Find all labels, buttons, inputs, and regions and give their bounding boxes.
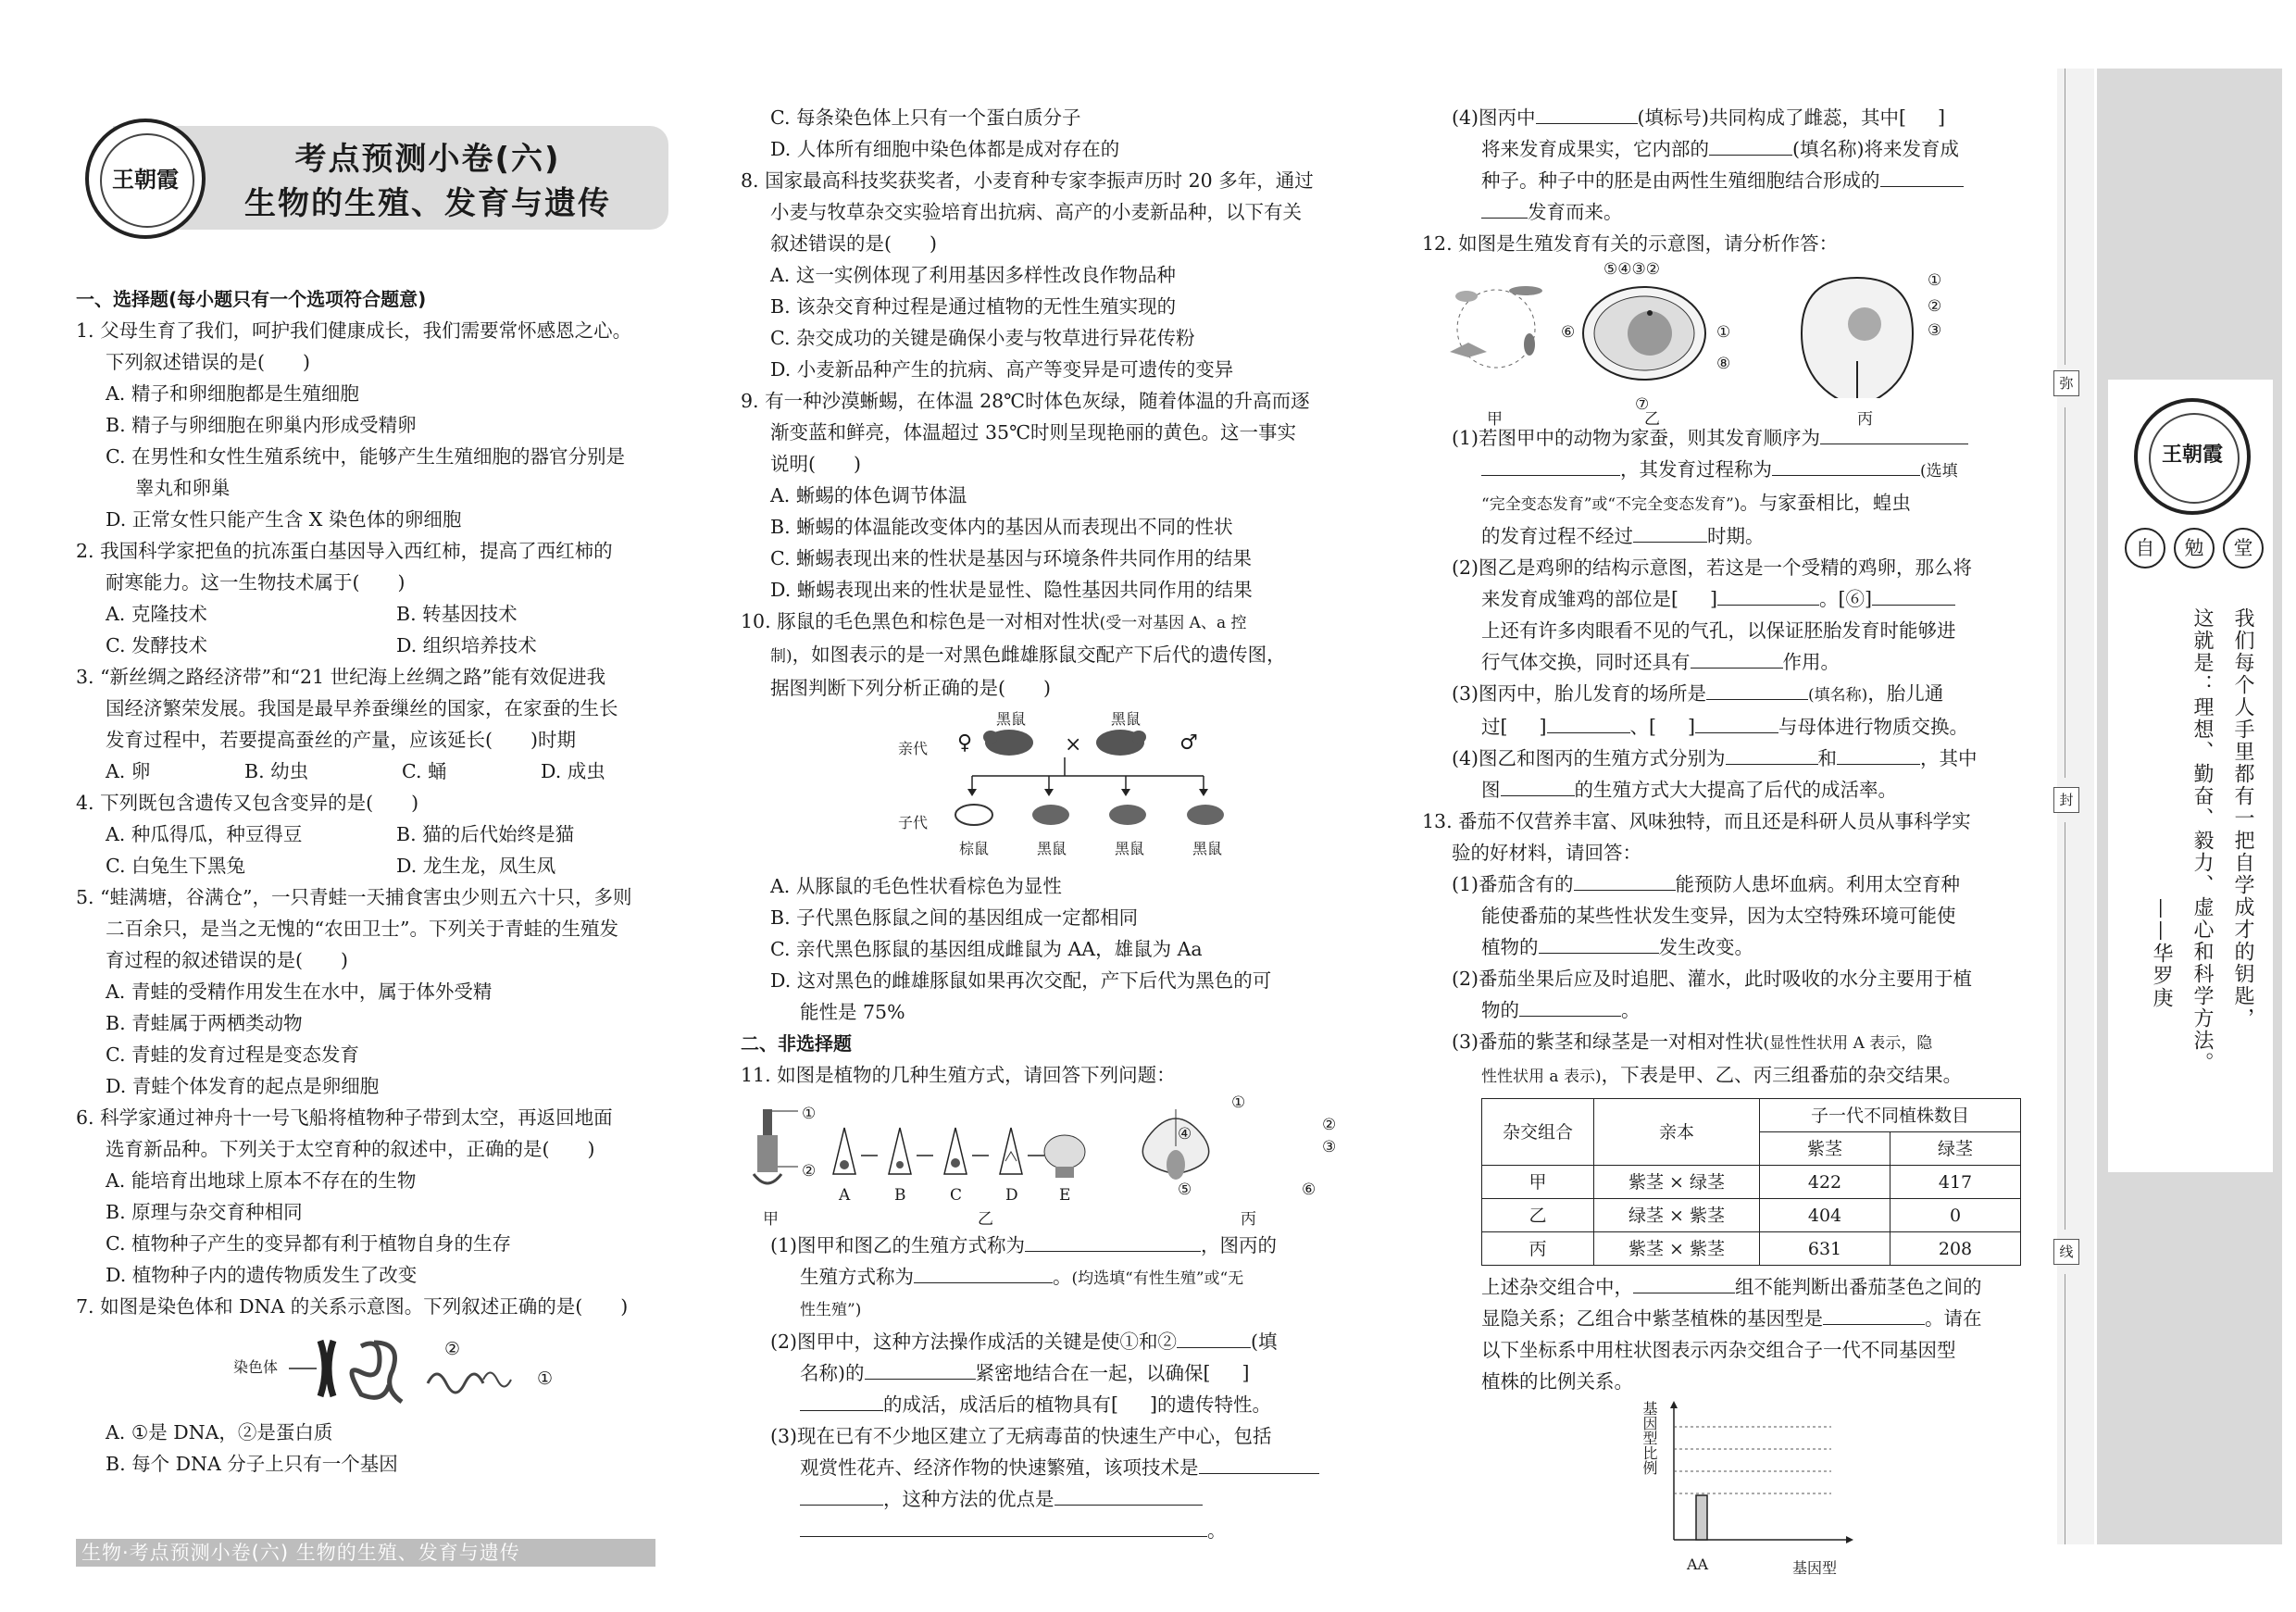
brand-logo-text: 王朝霞 — [112, 166, 179, 193]
x-axis-label: 基因型 — [1792, 1559, 1838, 1577]
answer-blank[interactable] — [1519, 995, 1621, 1017]
figure-label-bing: 丙 — [1857, 410, 1873, 429]
reproduction-development-illustration — [1422, 259, 2052, 398]
answer-blank[interactable] — [1772, 455, 1920, 476]
answer-blank[interactable] — [800, 1390, 883, 1411]
answer-blank[interactable] — [1539, 932, 1659, 954]
answer-blank[interactable] — [1481, 455, 1620, 476]
male-icon: ♂ — [1179, 731, 1198, 755]
answer-blank[interactable] — [1536, 103, 1638, 124]
answer-blank[interactable] — [1691, 647, 1783, 669]
question-8: 8. 国家最高科技奖获奖者，小麦育种专家李振声历时 20 多年，通过 小麦与牧草杂交实验培育出抗病、高产的小麦新品种，以下有关 叙述错误的是( ) A. 这一实例体现了利用基因多样性改良作物品种 B. 该杂交育种过程是通过植物的无性生殖实现的 C. 杂交成功的关键是确保小麦与牧草进行异花传粉 D. 小麦新品种产生的抗病、高产等变异是可遗传的变异 — [741, 169, 1314, 381]
section-heading-2: 二、非选择题 — [741, 1032, 852, 1055]
figure-label-bing: 丙 — [1241, 1210, 1256, 1229]
sidebar-logo-text: 王朝霞 — [2161, 443, 2223, 467]
answer-blank[interactable] — [1199, 1453, 1319, 1474]
sidebar-logo — [2134, 398, 2251, 515]
page-header — [76, 119, 678, 239]
page-footer: 生物·考点预测小卷(六) 生物的生殖、发育与遗传 — [76, 1539, 655, 1567]
marker-2: ② — [444, 1339, 461, 1359]
answer-blank[interactable] — [1695, 712, 1778, 733]
answer-blank[interactable] — [1717, 584, 1819, 606]
question-3: 3. “新丝绸之路经济带”和“21 世纪海上丝绸之路”能有效促进我 国经济繁荣发展。我国是最早养蚕缫丝的国家，在家蚕的生长 发育过程中，若要提高蚕丝的产量，应该延长( )时期 A. 卵 B. 幼虫 C. 蛹 D. 成虫 — [76, 666, 618, 782]
section-heading-1: 一、选择题(每小题只有一个选项符合题意) — [76, 288, 427, 310]
table-row: 甲 紫茎 × 绿茎 422 417 — [1482, 1166, 2021, 1199]
chromosome-label: 染色体 — [233, 1358, 279, 1376]
answer-blank[interactable] — [1709, 134, 1792, 156]
bar-aa — [1696, 1495, 1707, 1540]
question-11: 11. 如图是植物的几种生殖方式，请回答下列问题： ① ② A B C D E ① ② ③ ④ ⑤ ⑥ 甲 乙 丙 (1)图甲和图乙的生殖方式称为 ，图丙的 生殖方式称为 。(均选填“有性生殖”或“无 性生殖”) (2)图甲中，这种方法操作成活的关键是使①和② (填 名称)的 紧密地结合在一起，以确保[ ] 的成活，成活后的植物具有[ ]的遗传特性。 (3)现在已有不少地区建立了无病毒苗的快速生产中心，包括 观赏性花卉、经济作物的快速繁殖，该项技术是 ，这种方法的优点是 。 — [741, 1059, 1370, 1546]
answer-blank[interactable] — [1054, 1484, 1203, 1506]
answer-blank[interactable] — [1633, 521, 1707, 543]
badge-row — [2125, 528, 2264, 569]
cross-icon: × — [1065, 733, 1082, 756]
plant-reproduction-illustration — [741, 1091, 1370, 1211]
motto-card — [2108, 380, 2273, 1172]
answer-blank[interactable] — [1547, 712, 1630, 733]
table-row: 丙 紫茎 × 紫茎 631 208 — [1482, 1232, 2021, 1266]
figure-label-yi: 乙 — [978, 1210, 993, 1229]
answer-blank[interactable] — [1574, 869, 1676, 891]
badge-char: 自 — [2125, 528, 2165, 569]
answer-blank[interactable] — [1823, 1304, 1925, 1325]
offspring-generation-label: 子代 — [898, 814, 929, 831]
answer-blank[interactable] — [1177, 1327, 1251, 1348]
badge-char: 堂 — [2223, 528, 2264, 569]
parent-generation-label: 亲代 — [898, 740, 929, 757]
answer-blank[interactable] — [1872, 584, 1955, 606]
answer-blank[interactable] — [1501, 775, 1575, 796]
motto-line-2: 这就是：理想、勤奋、毅力、虚心和科学方法。 — [2190, 607, 2214, 1074]
cross-results-table: 杂交组合 亲本 子一代不同植株数目 紫茎 绿茎 甲 紫茎 × 绿茎 422 417 乙 绿茎 × 紫茎 404 0 丙 紫茎 × 紫茎 631 208 — [1481, 1098, 2021, 1266]
question-10: 10. 豚鼠的毛色黑色和棕色是一对相对性状(受一对基因 A、a 控 制)，如图表示的是一对黑色雌雄豚鼠交配产下后代的遗传图， 据图判断下列分析正确的是( ) 亲代 子代 黑鼠 黑鼠 ♀ × ♂ 棕鼠 黑鼠 黑鼠 黑鼠 A. 从豚鼠的毛色性状看棕色为显性 B. 子代黑色豚鼠之间的基因组成一定都相同 C. 亲代黑色豚鼠的基因组成雌鼠为 AA，雄鼠为 Aa D. 这对黑色的雌雄豚鼠如果再次交配，产下后代为黑色的可 能性是 75% — [741, 606, 1370, 1028]
motto-author: ——华罗庚 — [2150, 898, 2173, 1009]
question-4: 4. 下列既包含遗传又包含变异的是( ) A. 种瓜得瓜，种豆得豆 B. 猫的后代始终是猫 C. 白兔生下黑兔 D. 龙生龙，凤生凤 — [76, 792, 575, 877]
column-3: (4)图丙中 (填标号)共同构成了雌蕊，其中[ ] 将来发育成果实，它内部的 (填名称)将来发育成 种子。种子中的胚是由两性生殖细胞结合形成的 发育而来。 12. 如图是生殖发育有关的示意图，请分析作答： ⑤④③② ⑥ ① ⑧ ⑦ ① ② ③ 甲 乙 丙 (1)若图甲中的动物为家蚕，则其发育顺序为 ，其发育过程称为 (选填 “完全变态发育”或“不完全变态发育”)。与家蚕相比，蝗虫 的发育过程不经过 时期。 (2)图乙是鸡卵的结构示意图，若这是一个受精的鸡卵，那么将 来发育成雏鸡的部位是[ ] 。[⑥] 上还有许多肉眼看不见的气孔，以保证胚胎发育时能够进 行气体交换，同时还具有 作用。 (3)图丙中，胎儿发育的场所是 (填名称)，胎儿通 过[ ] 、[ ] 与母体进行物质交换。 (4)图乙和图丙的生殖方式分别为 和 ，其中 图 的生殖方式大大提高了后代的成活率。 13. 番茄不仅营养丰富、风味独特，而且还是科研人员从事科学实 验的好材料，请回答： (1)番茄含有的 能预防人患坏血病。利用太空育种 能使番茄的某些性状发生变异，因为太空特殊环境可能使 植物的 发生改变。 (2)番茄坐果后应及时追肥、灌水，此时吸收的水分主要用于植 物的 。 (3)番茄的紫茎和绿茎是一对相对性状(显性性状用 A 表示，隐 性性状用 a 表示)，下表是甲、乙、丙三组番茄的杂交结果。 杂交组合 亲本 子一代不同植株数目 紫茎 绿茎 甲 紫茎 × 绿茎 422 417 乙 绿茎 × 紫茎 404 0 丙 紫茎 × 紫茎 631 208 上述杂交组合中， 组不能判断出番茄茎色之间的 显隐关系；乙组合中紫茎植株的基因型是 。请在 以下坐标系中用柱状图表示丙杂交组合子一代不同基因型 植株的比例关系。 基因型比例 AA 基因型 — [1422, 102, 2052, 1577]
table-row: 乙 绿茎 × 紫茎 404 0 — [1482, 1199, 2021, 1232]
badge-char: 勉 — [2174, 528, 2215, 569]
guinea-pig-inheritance-figure: 亲代 子代 黑鼠 黑鼠 ♀ × ♂ 棕鼠 黑鼠 黑鼠 黑鼠 — [741, 704, 1370, 870]
column-1 — [76, 283, 687, 1480]
cut-mark-mi: 弥 — [2053, 370, 2079, 396]
question-5: 5. “蛙满塘，谷满仓”，一只青蛙一天捕食害虫少则五六十只，多则 二百余只，是当之无愧的“农田卫士”。下列关于青蛙的生殖发 育过程的叙述错误的是( ) A. 青蛙的受精作用发生在水中，属于体外受精 B. 青蛙属于两栖类动物 C. 青蛙的发育过程是变态发育 D. 青蛙个体发育的起点是卵细胞 — [76, 886, 632, 1097]
answer-blank[interactable] — [1706, 679, 1808, 700]
column-2: C. 每条染色体上只有一个蛋白质分子 D. 人体所有细胞中染色体都是成对存在的 8. 国家最高科技奖获奖者，小麦育种专家李振声历时 20 多年，通过 小麦与牧草杂交实验培育出抗病、高产的小麦新品种，以下有关 叙述错误的是( ) A. 这一实例体现了利用基因多样性改良作物品种 B. 该杂交育种过程是通过植物的无性生殖实现的 C. 杂交成功的关键是确保小麦与牧草进行异花传粉 D. 小麦新品种产生的抗病、高产等变异是可遗传的变异 9. 有一种沙漠蜥蜴，在体温 28℃时体色灰绿，随着体温的升高而逐 渐变蓝和鲜亮，体温超过 35℃时则呈现艳丽的黄色。这一事实 说明( ) A. 蜥蜴的体色调节体温 B. 蜥蜴的体温能改变体内的基因从而表现出不同的性状 C. 蜥蜴表现出来的性状是基因与环境条件共同作用的结果 D. 蜥蜴表现出来的性状是显性、隐性基因共同作用的结果 10. 豚鼠的毛色黑色和棕色是一对相对性状(受一对基因 A、a 控 制)，如图表示的是一对黑色雌雄豚鼠交配产下后代的遗传图， 据图判断下列分析正确的是( ) 亲代 子代 黑鼠 黑鼠 ♀ × ♂ 棕鼠 黑鼠 黑鼠 黑鼠 A. 从豚鼠的毛色性状看棕色为显性 B. 子代黑色豚鼠之间的基因组成一定都相同 C. 亲代黑色豚鼠的基因组成雌鼠为 AA，雄鼠为 Aa D. 这对黑色的雌雄豚鼠如果再次交配，产下后代为黑色的可 能性是 75% 二、非选择题 11. 如图是植物的几种生殖方式，请回答下列问题： ① ② A B C D E ① ② ③ ④ ⑤ ⑥ 甲 乙 丙 (1)图甲和图乙的生殖方式称为 ，图丙的 生殖方式称为 。(均选填“有性生殖”或“无 性生殖”) (2)图甲中，这种方法操作成活的关键是使①和② (填 名称)的 紧密地结合在一起，以确保[ ] 的成活，成活后的植物具有[ ]的遗传特性。 (3)现在已有不少地区建立了无病毒苗的快速生产中心，包括 观赏性花卉、经济作物的快速繁殖，该项技术是 ，这种方法的优点是 。 — [741, 102, 1370, 1546]
cut-mark-feng: 封 — [2053, 787, 2079, 813]
guinea-pig-icons — [944, 722, 1370, 861]
answer-blank[interactable] — [1726, 744, 1818, 765]
question-12: 12. 如图是生殖发育有关的示意图，请分析作答： ⑤④③② ⑥ ① ⑧ ⑦ ① ② ③ 甲 乙 丙 (1)若图甲中的动物为家蚕，则其发育顺序为 ，其发育过程称为 (选填 “完全变态发育”或“不完全变态发育”)。与家蚕相比，蝗虫 的发育过程不经过 时期。 (2)图乙是鸡卵的结构示意图，若这是一个受精的鸡卵，那么将 来发育成雏鸡的部位是[ ] 。[⑥] 上还有许多肉眼看不见的气孔，以保证胚胎发育时能够进 行气体交换，同时还具有 作用。 (3)图丙中，胎儿发育的场所是 (填名称)，胎儿通 过[ ] 、[ ] 与母体进行物质交换。 (4)图乙和图丙的生殖方式分别为 和 ，其中 图 的生殖方式大大提高了后代的成活率。 — [1422, 228, 2052, 806]
female-icon: ♀ — [957, 731, 973, 755]
question-13: 13. 番茄不仅营养丰富、风味独特，而且还是科研人员从事科学实 验的好材料，请回答： (1)番茄含有的 能预防人患坏血病。利用太空育种 能使番茄的某些性状发生变异，因为太空特殊环境可能使 植物的 发生改变。 (2)番茄坐果后应及时追肥、灌水，此时吸收的水分主要用于植 物的 。 (3)番茄的紫茎和绿茎是一对相对性状(显性性状用 A 表示，隐 性性状用 a 表示)，下表是甲、乙、丙三组番茄的杂交结果。 杂交组合 亲本 子一代不同植株数目 紫茎 绿茎 甲 紫茎 × 绿茎 422 417 乙 绿茎 × 紫茎 404 0 丙 紫茎 × 紫茎 631 208 上述杂交组合中， 组不能判断出番茄茎色之间的 显隐关系；乙组合中紫茎植株的基因型是 。请在 以下坐标系中用柱状图表示丙杂交组合子一代不同基因型 植株的比例关系。 基因型比例 AA 基因型 — [1422, 806, 2052, 1577]
chromosome-dna-figure — [76, 1328, 687, 1411]
question-6: 6. 科学家通过神舟十一号飞船将植物种子带到太空，再返回地面 选育新品种。下列关于太空育种的叙述中，正确的是( ) A. 能培育出地球上原本不存在的生物 B. 原理与杂交育种相同 C. 植物种子产生的变异都有利于植物自身的生存 D. 植物种子内的遗传物质发生了改变 — [76, 1106, 613, 1286]
bar-label-aa: AA — [1687, 1556, 1709, 1573]
figure-label-yi: 乙 — [1644, 410, 1660, 429]
figure-label-jia: 甲 — [1487, 410, 1503, 429]
page-subtitle: 生物的生殖、发育与遗传 — [244, 185, 611, 222]
cut-mark-xian: 线 — [2053, 1239, 2079, 1265]
chromosome-dna-illustration — [289, 1328, 530, 1411]
answer-blank[interactable] — [865, 1358, 976, 1380]
answer-blank[interactable] — [1633, 1272, 1735, 1293]
question-7: 7. 如图是染色体和 DNA 的关系示意图。下列叙述正确的是( ) 染色体 ② ① A. ①是 DNA，②是蛋白质 B. 每个 DNA 分子上只有一个基因 — [76, 1291, 687, 1480]
answer-blank[interactable] — [1880, 166, 1964, 187]
reproduction-development-figure: ⑤④③② ⑥ ① ⑧ ⑦ ① ② ③ 甲 乙 丙 — [1422, 259, 2052, 422]
motto-sidebar — [2097, 69, 2282, 1544]
marker-1: ① — [537, 1368, 554, 1389]
figure-label-jia: 甲 — [763, 1210, 779, 1229]
motto-line-1: 我们每个人手里都有一把自学成才的钥匙， — [2231, 607, 2254, 1030]
page-title: 考点预测小卷(六) — [294, 141, 561, 178]
answer-blank[interactable] — [1820, 423, 1968, 444]
answer-blank[interactable] — [1025, 1231, 1201, 1252]
answer-blank[interactable] — [800, 1516, 1207, 1537]
empty-coordinate-system — [1665, 1401, 1887, 1558]
answer-blank[interactable] — [800, 1484, 883, 1506]
answer-blank[interactable] — [914, 1262, 1053, 1283]
question-2: 2. 我国科学家把鱼的抗冻蛋白基因导入西红柿，提高了西红柿的 耐寒能力。这一生物技术属于( ) A. 克隆技术 B. 转基因技术 C. 发酵技术 D. 组织培养技术 — [76, 540, 613, 656]
question-9: 9. 有一种沙漠蜥蜴，在体温 28℃时体色灰绿，随着体温的升高而逐 渐变蓝和鲜亮，体温超过 35℃时则呈现艳丽的黄色。这一事实 说明( ) A. 蜥蜴的体色调节体温 B. 蜥蜴的体温能改变体内的基因从而表现出不同的性状 C. 蜥蜴表现出来的性状是基因与环境条件共同作用的结果 D. 蜥蜴表现出来的性状是显性、隐性基因共同作用的结果 — [741, 390, 1310, 601]
answer-blank[interactable] — [1481, 197, 1528, 219]
question-1: 1. 父母生育了我们，呵护我们健康成长，我们需要常怀感恩之心。 下列叙述错误的是( ) A. 精子和卵细胞都是生殖细胞 B. 精子与卵细胞在卵巢内形成受精卵 C. 在男性和女性生殖系统中，能够产生生殖细胞的器官分别是 睾丸和卵巢 D. 正常女性只能产生含 X 染色体的卵细胞 — [76, 319, 632, 531]
answer-blank[interactable] — [1837, 744, 1920, 765]
plant-reproduction-figure: ① ② A B C D E ① ② ③ ④ ⑤ ⑥ 甲 乙 丙 — [741, 1091, 1370, 1230]
y-axis-label: 基因型比例 — [1641, 1401, 1658, 1475]
genotype-ratio-axes[interactable] — [1422, 1401, 2052, 1577]
